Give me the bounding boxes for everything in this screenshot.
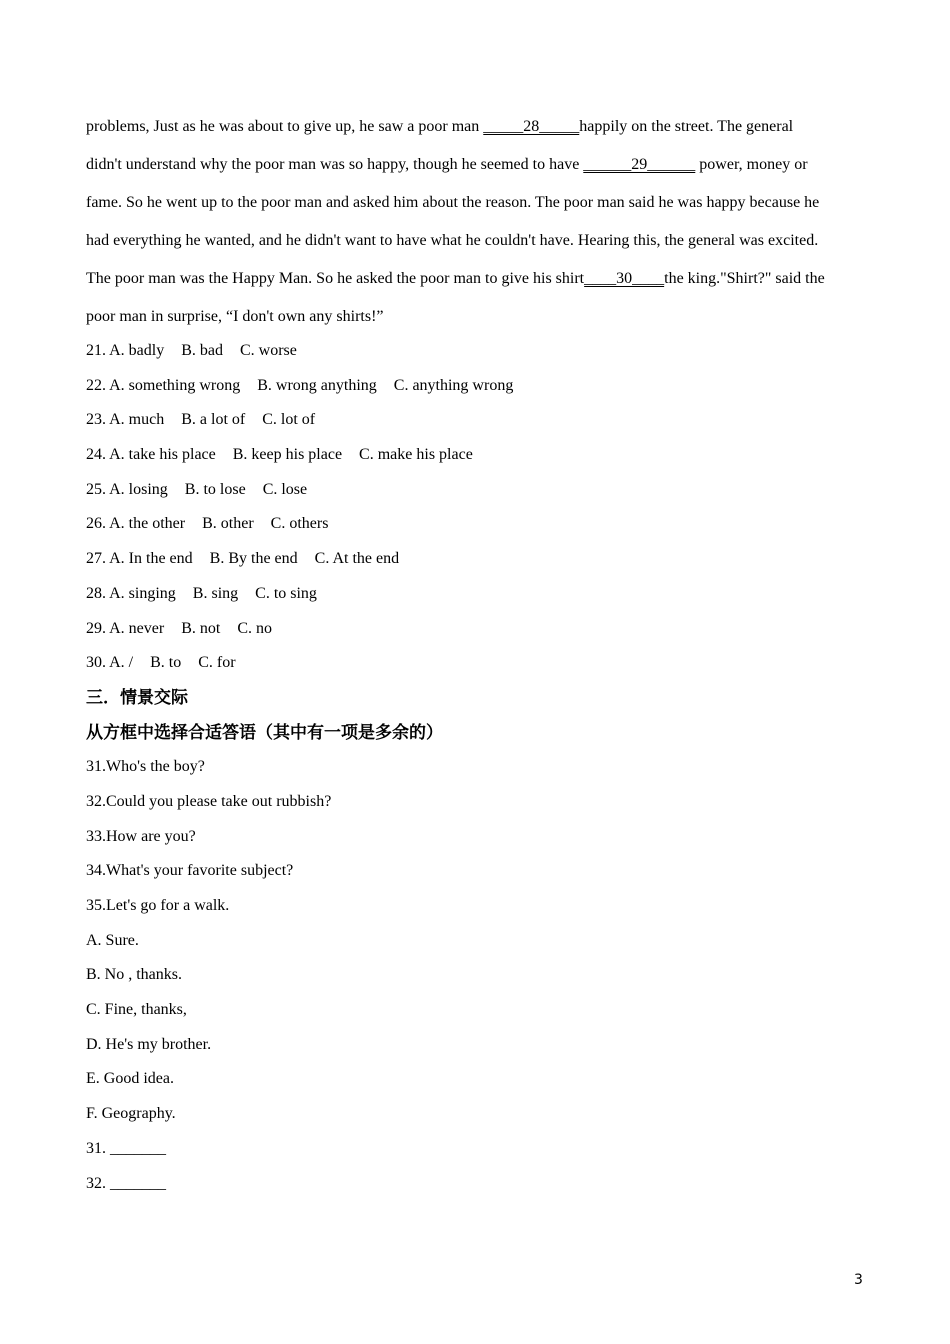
option-c: C. make his place (359, 446, 473, 464)
passage-line: poor man in surprise, “I don't own any shirts!” (86, 308, 384, 325)
dialog-question: 34.What's your favorite subject? (86, 862, 294, 880)
option-c: C. to sing (255, 584, 317, 602)
option-b: B. not (181, 619, 221, 637)
question-item (86, 577, 866, 612)
option-a: 25. A. losing (86, 480, 168, 498)
option-a: 29. A. never (86, 619, 165, 637)
option-c: C. lot of (262, 411, 316, 429)
option-a: 22. A. something wrong (86, 376, 241, 394)
question-item (86, 542, 866, 577)
dialog-question: 33.How are you? (86, 827, 196, 845)
option-b: B. to (150, 654, 182, 672)
option-a: 21. A. badly (86, 342, 165, 359)
answer-option: E. Good idea. (86, 1070, 174, 1088)
blank-30: ____30____ (584, 270, 665, 287)
option-b: B. wrong anything (257, 376, 377, 394)
option-b: B. to lose (184, 480, 246, 498)
option-c: C. worse (240, 342, 297, 359)
option-b: B. a lot of (181, 411, 246, 429)
option-a: 27. A. In the end (86, 550, 193, 568)
passage-line: had everything he wanted, and he didn't want to have what he couldn't have. Hearing this, the general was excited. (86, 232, 819, 249)
option-a: 24. A. take his place (86, 446, 216, 464)
passage-text: power, money or (695, 156, 808, 173)
option-c: C. anything wrong (393, 376, 514, 394)
option-a: 28. A. singing (86, 584, 176, 602)
option-b: B. sing (192, 584, 239, 602)
question-item (86, 612, 866, 647)
dialog-question: 35.Let's go for a walk. (86, 897, 230, 914)
option-c: C. lose (262, 480, 308, 498)
passage-line (86, 108, 866, 146)
question-item (86, 473, 866, 508)
answer-blank: 32. _______ (86, 1174, 166, 1192)
passage-line (86, 146, 866, 184)
dialog-question: 31.Who's the boy? (86, 758, 205, 776)
question-item (86, 403, 866, 438)
answer-option: C. Fine, thanks, (86, 1001, 187, 1019)
passage-line: fame. So he went up to the poor man and asked him about the reason. The poor man said he was happy because he (86, 194, 820, 211)
question-item (86, 369, 866, 404)
option-b: B. keep his place (232, 446, 343, 464)
option-b: B. other (202, 515, 254, 533)
passage-text: didn't understand why the poor man was so happy, though he seemed to have (86, 156, 584, 173)
option-b: B. bad (181, 342, 223, 359)
answer-option: F. Geography. (86, 1105, 176, 1123)
passage-text: The poor man was the Happy Man. So he asked the poor man to give his shirt (86, 270, 585, 287)
option-a: 23. A. much (86, 411, 165, 429)
answer-option: D. He's my brother. (86, 1035, 212, 1053)
answer-option: B. No , thanks. (86, 966, 182, 984)
option-c: C. At the end (314, 550, 400, 568)
option-c: C. for (198, 654, 236, 672)
option-c: C. others (270, 515, 329, 533)
dialog-question: 32.Could you please take out rubbish? (86, 792, 332, 810)
blank-29: ______29______ (583, 156, 696, 173)
question-item (86, 334, 866, 369)
passage-text: the king."Shirt?" said the (664, 270, 825, 287)
option-b: B. By the end (209, 550, 298, 568)
question-item (86, 438, 866, 473)
question-item (86, 646, 866, 681)
option-a: 30. A. / (86, 654, 134, 672)
page-number: 3 (854, 1272, 863, 1288)
passage-paragraph (86, 108, 866, 336)
section-title: 三．情景交际 (86, 687, 188, 708)
blank-28: _____28_____ (483, 118, 580, 135)
passage-text: problems, Just as he was about to give up, he saw a poor man (86, 118, 484, 135)
question-item (86, 507, 866, 542)
section-instruction: 从方框中选择合适答语（其中有一项是多余的） (86, 722, 443, 743)
passage-line (86, 260, 866, 298)
answer-blank: 31. _______ (86, 1139, 166, 1157)
option-c: C. no (237, 619, 272, 637)
answer-option: A. Sure. (86, 931, 139, 949)
option-a: 26. A. the other (86, 515, 186, 533)
passage-text: happily on the street. The general (579, 118, 794, 135)
question-list (86, 334, 866, 1201)
